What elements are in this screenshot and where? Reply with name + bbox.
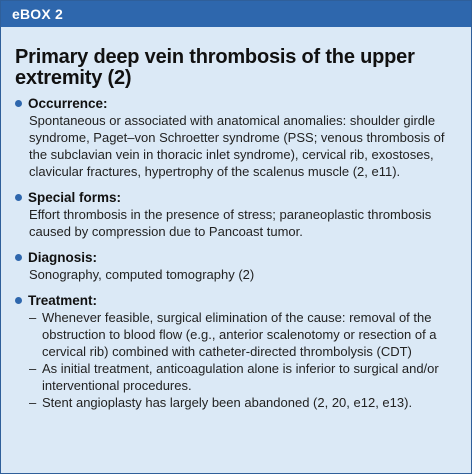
bullet-icon [15,194,22,201]
ebox-title: Primary deep vein thrombosis of the upper extremity (2) [15,46,415,89]
bullet-icon [15,100,22,107]
list-item [29,309,459,360]
section-heading-label: Special forms: [28,190,122,205]
ebox-body [1,27,471,411]
section-diagnosis [15,249,459,283]
list-item-text: As initial treatment, anticoagulation alone is inferior to surgical and/or interventional procedures. [42,361,439,393]
dash-icon: – [29,361,37,376]
list-item-text: Stent angioplasty has largely been abandoned (2, 20, e12, e13). [42,395,413,410]
section-heading [15,292,459,309]
section-heading-label: Diagnosis: [28,250,98,265]
section-special-forms [15,189,459,240]
section-heading-label: Occurrence: [28,96,108,111]
dash-icon: – [29,310,37,325]
list-item [29,394,459,411]
bullet-icon [15,254,22,261]
dash-icon: – [29,395,37,410]
section-occurrence [15,95,459,180]
section-text: Sonography, computed tomography (2) [29,267,255,282]
bullet-icon [15,297,22,304]
section-heading [15,249,459,266]
ebox-header: eBOX 2 [1,1,471,27]
list-item [29,360,459,394]
section-heading [15,95,459,112]
section-heading-label: Treatment: [28,293,98,308]
section-treatment [15,292,459,411]
section-heading [15,189,459,206]
list-item-text: Whenever feasible, surgical elimination of the cause: removal of the obstruction to blood flow (e.g., anterior scalenotomy or resection of a cervical rib) combined with catheter-directed thrombolysis (CDT) [42,310,437,359]
treatment-list [15,309,459,411]
section-text: Spontaneous or associated with anatomical anomalies: shoulder girdle syndrome, Paget–von Schroetter syndrome (PSS; venous thrombosis of the subclavian vein in thoracic inlet syndrome), cervical rib, exostoses, clavicular fractures, hypertrophy of the scalenus muscle (2, e11). [29,113,445,179]
section-text: Effort thrombosis in the presence of stress; paraneoplastic thrombosis caused by compression due to Pancoast tumor. [29,207,432,239]
